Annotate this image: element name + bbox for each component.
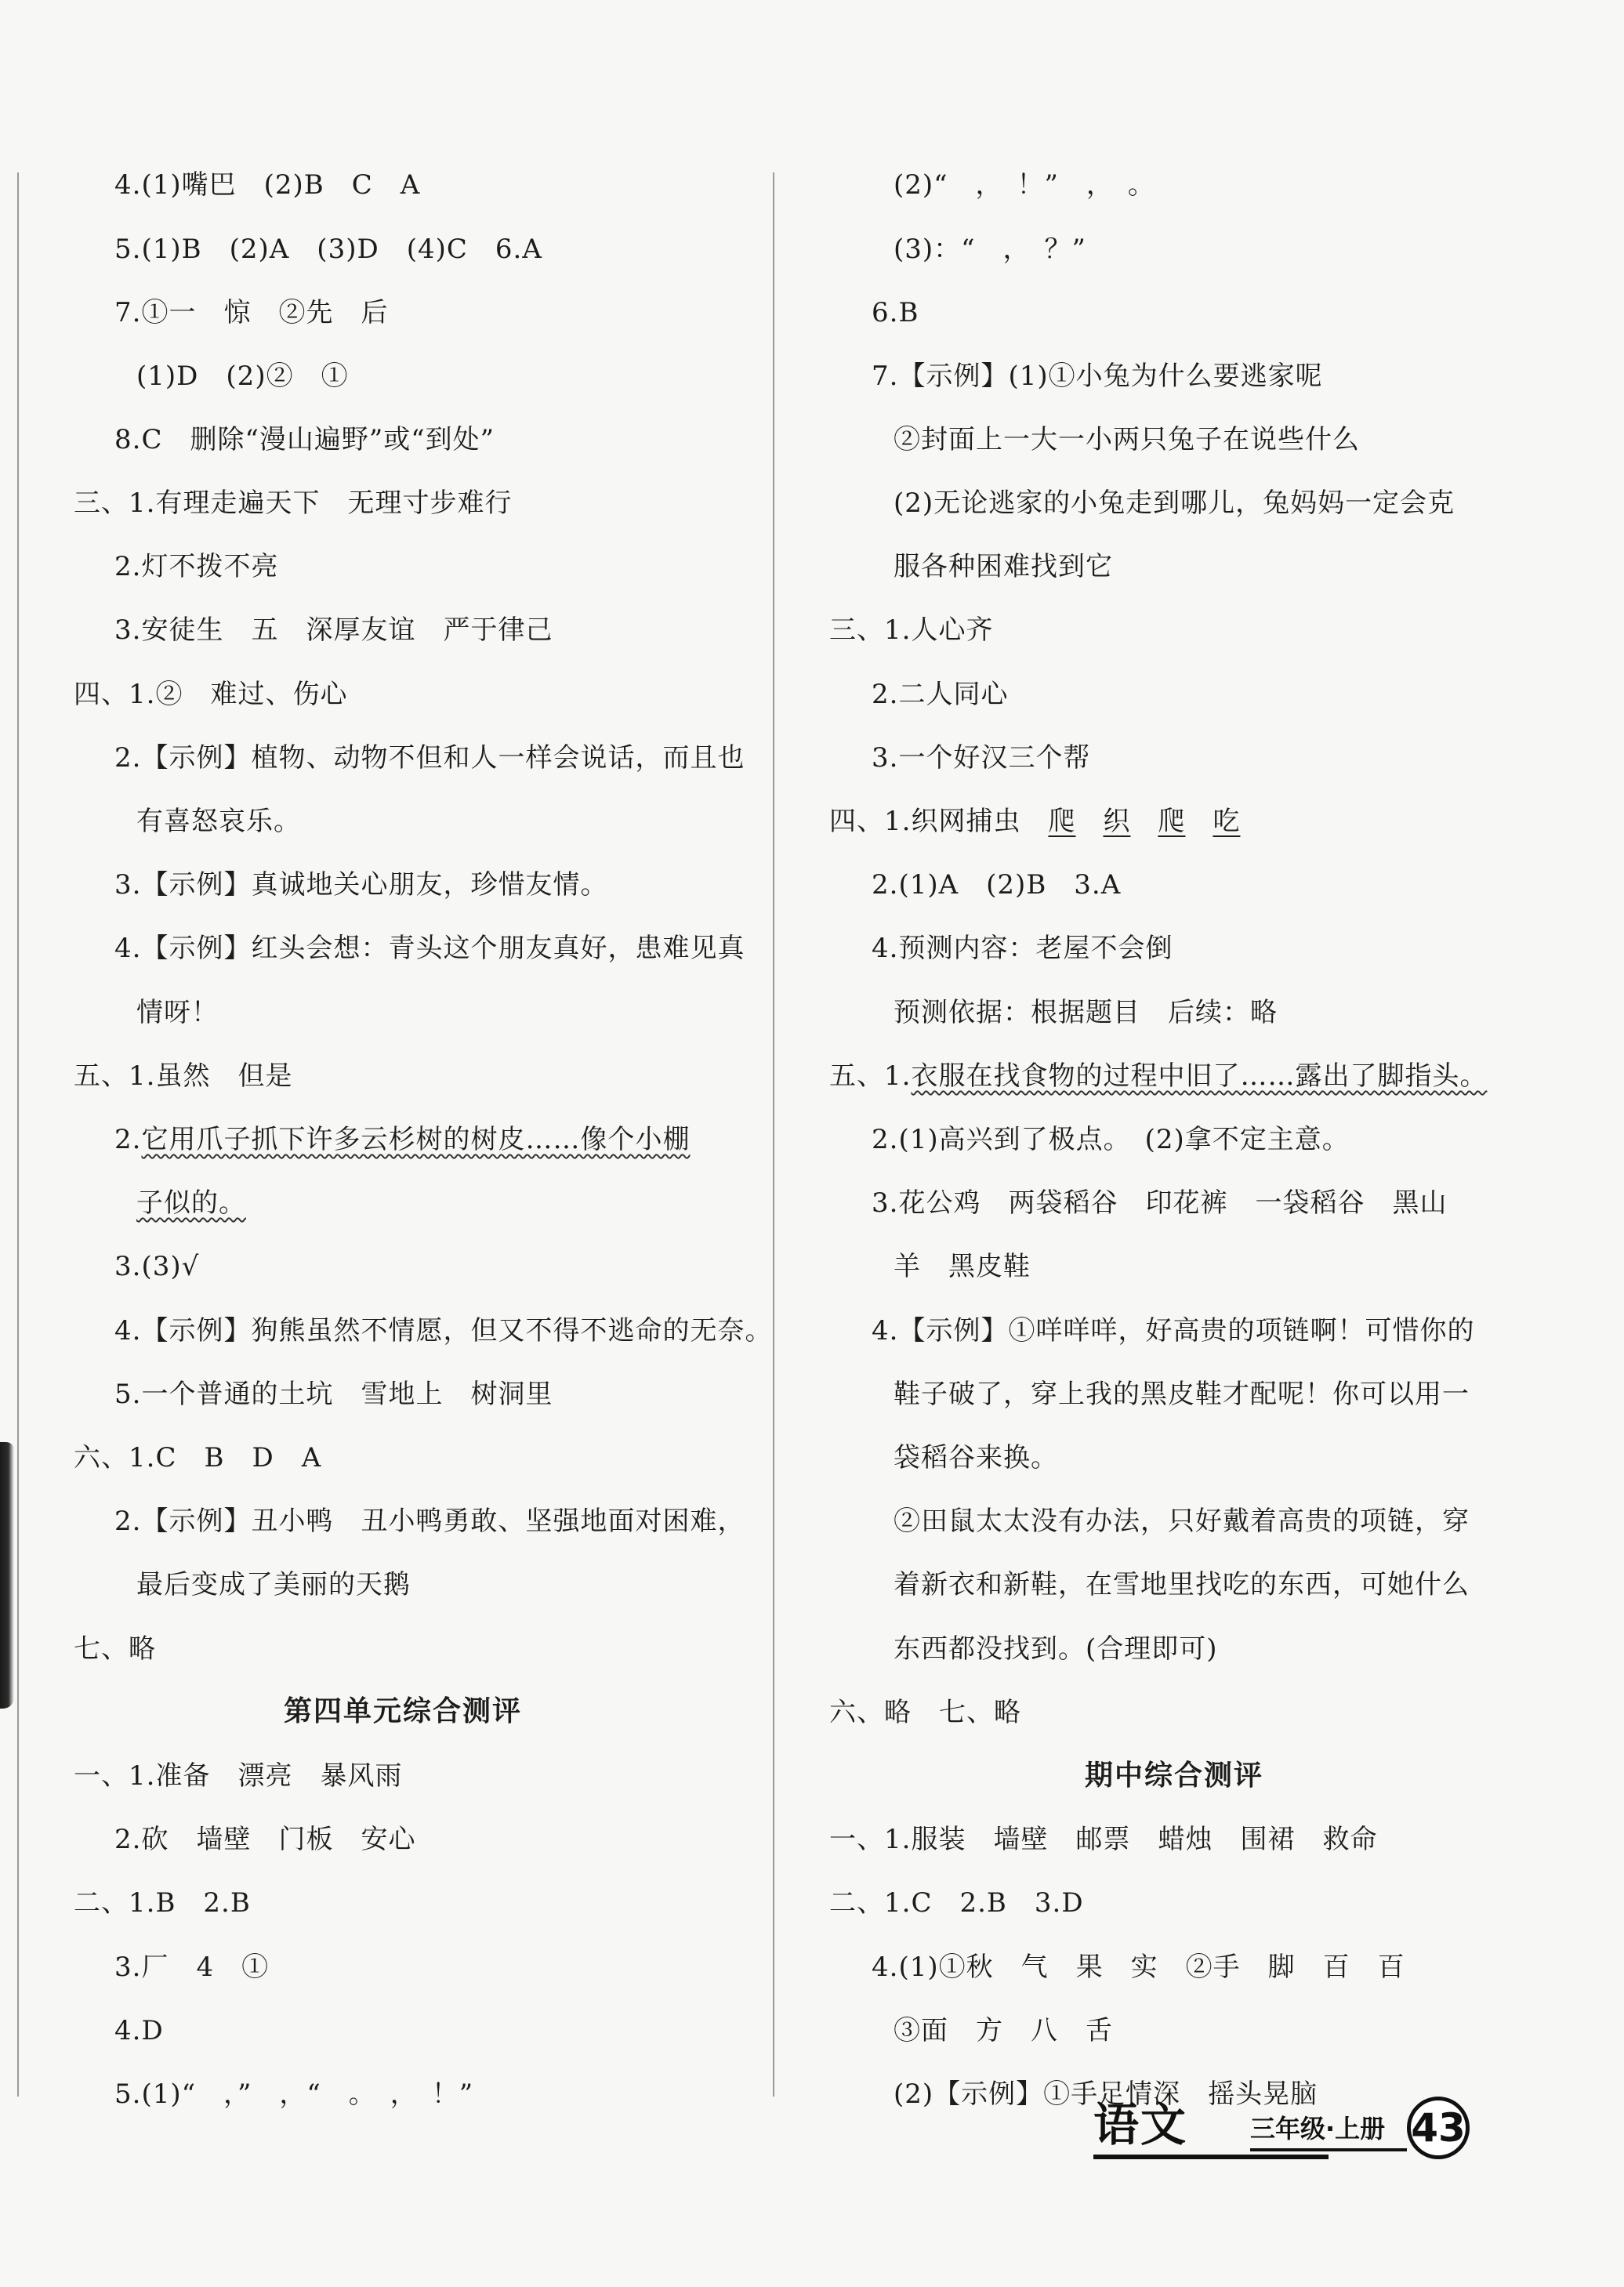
answer-line xyxy=(829,1060,1487,1092)
answer-line: 3.厂 4 ① xyxy=(114,1952,270,1983)
answer-line: 7.【示例】(1)①小兔为什么要逃家呢 xyxy=(872,361,1323,392)
answer-line: 六、1.C B D A xyxy=(74,1442,322,1473)
answer-line: 2.(1)高兴到了极点。 (2)拿不定主意。 xyxy=(872,1124,1350,1155)
subject-label: 语文 xyxy=(1093,2098,1188,2151)
answer-line: (2)【示例】①手足情深 摇头晃脑 xyxy=(894,2079,1318,2110)
answer-line: 5.一个普通的土坑 雪地上 树洞里 xyxy=(114,1379,553,1410)
answer-line: 2.【示例】丑小鸭 丑小鸭勇敢、坚强地面对困难， xyxy=(114,1506,745,1537)
answer-line: (3)：“ ， ？” xyxy=(894,234,1086,265)
answer-line: 三、1.人心齐 xyxy=(829,614,994,646)
answer-line: ②田鼠太太没有办法，只好戴着高贵的项链，穿 xyxy=(894,1506,1470,1537)
answer-line: 二、1.B 2.B xyxy=(74,1887,251,1919)
section-title: 第四单元综合测评 xyxy=(283,1695,522,1727)
answer-line: 4.【示例】狗熊虽然不情愿，但又不得不逃命的无奈。 xyxy=(114,1315,773,1346)
answer-line: 4.预测内容：老屋不会倒 xyxy=(872,933,1173,964)
underlined-verb: 吃 xyxy=(1213,806,1241,837)
answer-line: 2.(1)A (2)B 3.A xyxy=(872,869,1122,901)
answer-line: 4.(1)嘴巴 (2)B C A xyxy=(114,169,421,201)
answer-line: 3.【示例】真诚地关心朋友，珍惜友情。 xyxy=(114,869,608,901)
footer-rule xyxy=(1250,2148,1407,2151)
answer-line xyxy=(114,1124,690,1155)
section-title: 期中综合测评 xyxy=(1084,1760,1263,1792)
page-number: 43 xyxy=(1407,2097,1470,2159)
answer-line: 情呀！ xyxy=(136,997,219,1028)
answer-line: 4.(1)①秋 气 果 实 ②手 脚 百 百 xyxy=(872,1952,1405,1983)
underlined-verb: 爬 xyxy=(1158,806,1186,837)
answer-line: 2.砍 墙壁 门板 安心 xyxy=(114,1824,416,1855)
answer-line: (2)无论逃家的小兔走到哪儿，兔妈妈一定会克 xyxy=(894,487,1455,519)
answer-line xyxy=(829,806,1240,837)
answer-line: 8.C 删除“漫山遍野”或“到处” xyxy=(114,424,495,455)
answer-line: 3.(3)√ xyxy=(114,1251,200,1282)
answer-line: 鞋子破了，穿上我的黑皮鞋才配呢！你可以用一 xyxy=(894,1379,1470,1410)
answer-line: 一、1.服装 墙壁 邮票 蜡烛 围裙 救命 xyxy=(829,1824,1378,1855)
grade-label: 三年级·上册 xyxy=(1250,2114,1386,2144)
underlined-verb: 织 xyxy=(1103,806,1131,837)
answer-line: 七、略 xyxy=(74,1633,156,1665)
answer-line: 四、1.② 难过、伤心 xyxy=(74,679,348,710)
answer-line: (2)“ ， ！” ， 。 xyxy=(894,169,1155,201)
answer-prefix: 四、1.织网捕虫 xyxy=(829,806,1049,837)
answer-line: 5.(1)B (2)A (3)D (4)C 6.A xyxy=(114,234,542,265)
answer-line: 袋稻谷来换。 xyxy=(894,1442,1058,1473)
answer-line: 二、1.C 2.B 3.D xyxy=(829,1887,1084,1919)
answer-line: 五、1.虽然 但是 xyxy=(74,1060,293,1092)
underlined-verb: 爬 xyxy=(1048,806,1076,837)
answer-line: 六、略 七、略 xyxy=(829,1697,1021,1728)
wavy-underlined-answer: 衣服在找食物的过程中旧了……露出了脚指头。 xyxy=(911,1060,1488,1092)
answer-line: 3.一个好汉三个帮 xyxy=(872,742,1091,774)
wavy-underlined-answer: 它用爪子抓下许多云杉树的树皮……像个小棚 xyxy=(141,1124,691,1155)
answer-line: 羊 黑皮鞋 xyxy=(894,1251,1031,1282)
page-footer xyxy=(1093,2097,1501,2167)
answer-line: 4.D xyxy=(114,2015,164,2046)
left-margin-rule xyxy=(17,172,19,2097)
answer-line: 2.灯不拨不亮 xyxy=(114,551,279,582)
scan-edge-shadow xyxy=(0,1442,14,1709)
answer-line: 4.【示例】红头会想：青头这个朋友真好，患难见真 xyxy=(114,933,745,964)
answer-line: 三、1.有理走遍天下 无理寸步难行 xyxy=(74,487,513,519)
answer-line: 3.安徒生 五 深厚友谊 严于律己 xyxy=(114,614,553,646)
answer-line: 4.【示例】①咩咩咩，好高贵的项链啊！可惜你的 xyxy=(872,1315,1475,1346)
answer-line: 东西都没找到。(合理即可) xyxy=(894,1633,1218,1665)
answer-line: (1)D (2)② ① xyxy=(136,361,349,392)
answer-line: 5.(1)“ ，” ，“ 。 ， ！” xyxy=(114,2079,474,2110)
answer-line: 7.①一 惊 ②先 后 xyxy=(114,297,389,328)
answer-line: 6.B xyxy=(872,297,919,328)
answer-line: ③面 方 八 舌 xyxy=(894,2015,1113,2046)
wavy-underlined-answer: 子似的。 xyxy=(136,1187,246,1219)
answer-line: 服各种困难找到它 xyxy=(894,551,1113,582)
answer-line: 着新衣和新鞋，在雪地里找吃的东西，可她什么 xyxy=(894,1569,1470,1600)
answer-line: 2.【示例】植物、动物不但和人一样会说话，而且也 xyxy=(114,742,745,774)
footer-rule xyxy=(1093,2155,1329,2159)
answer-line: 一、1.准备 漂亮 暴风雨 xyxy=(74,1760,403,1792)
item-number: 2. xyxy=(114,1124,142,1155)
answer-line: 2.二人同心 xyxy=(872,679,1009,710)
answer-line: 最后变成了美丽的天鹅 xyxy=(136,1569,411,1600)
item-number: 五、1. xyxy=(829,1060,912,1092)
column-divider xyxy=(773,172,774,2097)
answer-line: ②封面上一大一小两只兔子在说些什么 xyxy=(894,424,1360,455)
answer-line: 3.花公鸡 两袋稻谷 印花裤 一袋稻谷 黑山 xyxy=(872,1187,1448,1219)
answer-line: 预测依据：根据题目 后续：略 xyxy=(894,997,1278,1028)
answer-line: 有喜怒哀乐。 xyxy=(136,806,301,837)
